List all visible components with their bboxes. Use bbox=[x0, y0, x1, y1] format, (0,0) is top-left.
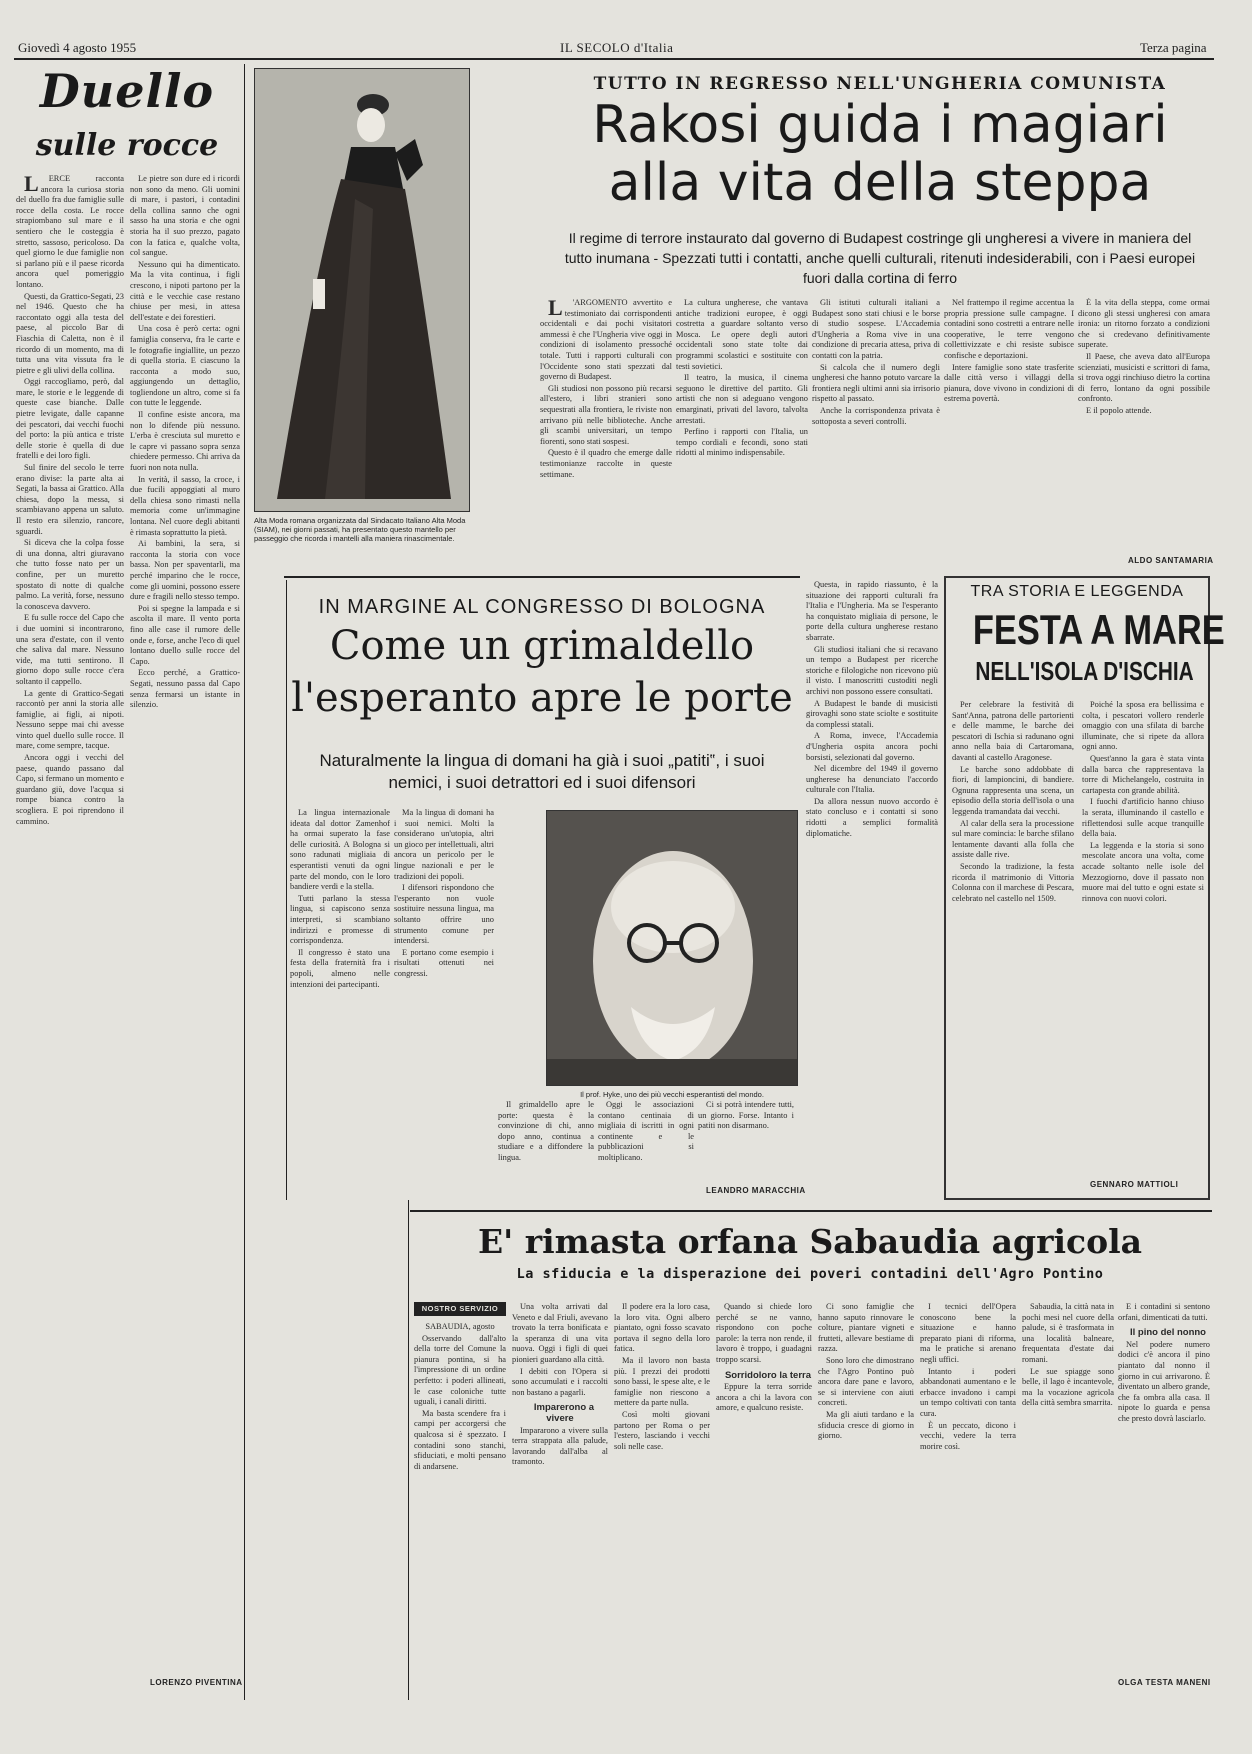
coat-model-illustration bbox=[255, 69, 470, 512]
rakosi-kicker: TUTTO IN REGRESSO NELL'UNGHERIA COMUNISTA bbox=[593, 74, 1167, 94]
service-label: NOSTRO SERVIZIO bbox=[414, 1302, 506, 1316]
festa-column-2: Poiché la sposa era bellissima e colta, i pescatori vollero renderle omaggio con una sfilata di barche illuminate, che si ripete da allora ogni anno. Quest'anno la gara è stata vinta dalla barca che rappresentava la torre di Michelangelo, costruita in cartapesta con grande abilità. I fuochi d'artificio hanno chiuso la serata, illuminando il castello e riflettendosi sulle acque tranquille della baia. La leggenda e la storia si sono mescolate ancora una volta, come accade soltanto nelle isole del Mezzogiorno, dove il passato non muore mai del tutto e ogni estate si rinnova con nuovi colori. bbox=[1082, 700, 1204, 903]
fashion-photo bbox=[254, 68, 470, 512]
sabaudia-deck: La sfiducia e la disperazione dei poveri contadini dell'Agro Pontino bbox=[516, 1266, 1104, 1282]
sabaudia-signature: OLGA TESTA MANENI bbox=[1118, 1678, 1211, 1687]
duello-subtitle: sulle rocce bbox=[35, 128, 219, 163]
esperanto-kicker: IN MARGINE AL CONGRESSO DI BOLOGNA bbox=[318, 596, 766, 618]
rakosi-column-2: La cultura ungherese, che vantava antiche tradizioni europee, è oggi costretta a guardare soltanto verso Mosca. Le opere degli autori occidentali sono state tolte dai programmi scolastici e sostituite con testi sovietici. Il teatro, la musica, il cinema seguono le direttive del partito. Gli artisti che non si adeguano vengono emarginati, privati del lavoro, talvolta arrestati. Perfino i rapporti con l'Italia, un tempo cordiali e fecondi, sono stati ridotti al minimo indispensabile. bbox=[676, 298, 808, 458]
festa-subtitle: NELL'ISOLA D'ISCHIA bbox=[975, 656, 1194, 686]
sabaudia-subhead-1: Imparerono a vivere bbox=[533, 1402, 595, 1424]
column-rule bbox=[286, 580, 287, 1200]
esperanto-column-2: Ma la lingua di domani ha i suoi nemici. Molti la considerano un'utopia, altri un gioco per intellettuali, altri ancora un pericolo per le lingue nazionali e per le tradizioni dei popoli. I difensori rispondono che l'esperanto non vuole sostituire nessuna lingua, ma soltanto offrire uno strumento comune per intendersi. E portano come esempio i risultati ottenuti nei congressi. bbox=[394, 808, 494, 978]
column-rule bbox=[408, 1200, 409, 1700]
sabaudia-subhead-3: Il pino del nonno bbox=[1130, 1327, 1206, 1339]
fashion-caption: Alta Moda romana organizzata dal Sindacato Italiano Alta Moda (SIAM), nei giorni passati, ha presentato questo mantello per passeggio che ricorda i mantelli alla maniera rinascimentale. bbox=[254, 516, 466, 543]
article-rule bbox=[284, 576, 800, 578]
sabaudia-subhead-2: Sorridoloro la terra bbox=[724, 1369, 812, 1381]
header-rule bbox=[14, 58, 1214, 60]
sabaudia-column-4: Quando si chiede loro perché se ne vanno, rispondono con poche parole: la terra non rende, il lavoro è troppo, i guadagni troppo scarsi. Sorridoloro la terra Eppure la terra sorride ancora a chi la lavora con amore, e qualcuno resiste. bbox=[716, 1302, 812, 1413]
sabaudia-column-8: E i contadini si sentono orfani, dimenticati da tutti. Il pino del nonno Nel podere numero dodici c'è ancora il pino piantato dal nonno il giorno in cui arrivarono. È diventato un albero grande, che fa ombra alla casa. Il nipote lo guarda e pensa che presto dovrà lasciarlo. bbox=[1118, 1302, 1210, 1423]
page-label: Terza pagina bbox=[1140, 40, 1207, 55]
sabaudia-column-6: I tecnici dell'Opera conoscono bene la situazione e hanno preparato piani di riforma, ma le pratiche si arenano negli uffici. Intanto i poderi abbandonati aumentano e le erbacce invadono i campi un tempo coltivati con tanta cura. È un peccato, dicono i vecchi, vedere la terra morire così. bbox=[920, 1302, 1016, 1451]
duello-title: Duello bbox=[39, 64, 215, 118]
duello-signature: LORENZO PIVENTINA bbox=[150, 1678, 243, 1687]
esperanto-photo bbox=[546, 810, 798, 1086]
festa-kicker: TRA STORIA E LEGGENDA bbox=[970, 583, 1184, 600]
duello-column-1: L ERCE racconta ancora la curiosa storia del duello fra due famiglie sulle rocce della costa. Le rocce strapiombano sul mare e il sentiero che le costeggia è stretto, sassoso, pericoloso. Da quel giorno le due famiglie non si parlano più e il paese ricorda ancora quel pomeriggio lontano. Questi, da Grattico-Segati, 23 nel 1946. Questo che ha raccontato oggi alla testa del paese, al piccolo Bar di Fiaschia di Caletta, non è il ricordo di un momento, ma di tutta una vita vissuta fra le pietre e gli ulivi della collina. Oggi raccogliamo, però, dal mare, le storie e le leggende di queste case bianche. Dalle pietre levigate, dalle capanne dei pescatori, dai vecchi fuochi del porto: la più antica e triste delle storie è quella di due fratelli e dei loro figli. Sul finire del secolo le terre erano divise: la parte alta ai Segati, la bassa ai Grattico. Alla chiesa, dopo la messa, si scambiavano appena un saluto. Il resto era silenzio, rancore, sguardi. Si diceva che la colpa fosse di una donna, altri giuravano che tutto fosse nato per un confine, per un muretto spostato di notte di qualche palmo. La verità, forse, nessuno la conosceva davvero. E fu sulle rocce del Capo che i due uomini si incontrarono, una sera d'estate, con il vento che saliva dal mare. Nessuno vide, ma tutti sentirono. Il giorno dopo sulle rocce c'era soltanto il cappello. La gente di Grattico-Segati raccontò per anni la storia alle famiglie, ai figli, ai nipoti. Nessuno seppe mai chi avesse vinto quel duello sulle rocce. Il mare, come sempre, tacque. Ancora oggi i vecchi del paese, quando passano dal Capo, si fermano un momento e guardano giù, dove l'acqua si rompe bianca contro la scogliera. E poi riprendono il cammino. bbox=[16, 174, 124, 826]
sabaudia-column-1: SABAUDIA, agosto Osservando dall'alto della torre del Comune la pianura pontina, si ha l'impressione di un ordine perfetto: i poderi allineati, le case coloniche tutte uguali, i canali diritti. Ma basta scendere fra i campi per accorgersi che qualcosa si è spezzato. I contadini sono stanchi, sfiduciati, e molti pensano di andarsene. bbox=[414, 1322, 506, 1471]
rakosi-column-3: Gli istituti culturali italiani a Budapest sono stati chiusi e le borse di studio sospese. L'Accademia d'Ungheria a Roma vive in una condizione di precaria attesa, priva di contatti con la patria. Si calcola che il numero degli ungheresi che hanno potuto varcare la frontiera negli ultimi anni sia irrisorio rispetto al passato. Anche la corrispondenza privata è sottoposta a severi controlli. bbox=[812, 298, 940, 426]
rakosi-column-5: È la vita della steppa, come ormai dicono gli stessi ungheresi con amara ironia: un ritorno forzato a condizioni che si credevano definitivamente superate. Il Paese, che aveva dato all'Europa scienziati, musicisti e scrittori di fama, si trova oggi rinchiuso dietro la cortina di ferro, lontano da ogni possibile confronto. E il popolo attende. bbox=[1078, 298, 1210, 415]
esperanto-signature: LEANDRO MARACCHIA bbox=[706, 1186, 806, 1195]
rakosi-column-4: Nel frattempo il regime accentua la propria pressione sulle campagne. I contadini sono costretti a entrare nelle cooperative, le terre vengono collettivizzate e chi resiste subisce confische e deportazioni. Intere famiglie sono state trasferite dalle città verso i villaggi della pianura, dove vivono in condizioni di estrema povertà. bbox=[944, 298, 1074, 404]
festa-column-1: Per celebrare la festività di Sant'Anna, patrona delle partorienti e delle mamme, le barche dei pescatori di Ischia si radunano ogni anno nella baia di Cartaromana, davanti al castello Aragonese. Le barche sono addobbate di fiori, di lampioncini, di bandiere. Ognuna rappresenta una scena, un episodio della storia dell'isola o una leggenda tramandata dai vecchi. Al calar della sera la processione sul mare comincia: le barche sfilano lentamente davanti alla folla che assiste dalle rive. Secondo la tradizione, la festa ricorda il matrimonio di Vittoria Colonna con il marchese di Pescara, celebrato nel castello nel 1509. bbox=[952, 700, 1074, 903]
sabaudia-column-3: Il podere era la loro casa, la loro vita. Ogni albero piantato, ogni fosso scavato portava il segno della loro fatica. Ma il lavoro non basta più. I prezzi dei prodotti sono bassi, le spese alte, e le famiglie non riescono a mettere da parte nulla. Così molti giovani partono per Roma o per l'estero, lasciando i vecchi soli nelle case. bbox=[614, 1302, 710, 1451]
sabaudia-dateline: SABAUDIA, agosto bbox=[425, 1322, 495, 1331]
esperanto-title-line-2: l'esperanto apre le porte bbox=[291, 675, 793, 721]
sabaudia-column-7: Sabaudia, la città nata in pochi mesi nel cuore della palude, si è trasformata in una località balneare, frequentata d'estate dai romani. Le sue spiagge sono belle, il lago è incantevole, ma la vocazione agricola della città sembra smarrita. bbox=[1022, 1302, 1114, 1408]
rakosi-deck: Il regime di terrore instaurato dal governo di Budapest costringe gli ungheresi a vivere in maniera del tutto inumana - Spezzati tutti i contatti, anche quelli culturali, ritenuti indesiderabili, con i Paesi europei fuori dalla cortina di ferro bbox=[564, 230, 1196, 286]
sabaudia-column-2: Una volta arrivati dal Veneto e dal Friuli, avevano trovato la terra bonificata e la speranza di una vita nuova. Oggi i figli di quei pionieri guardano alla città. I debiti con l'Opera si sono accumulati e i raccolti non bastano a pagarli. Imparerono a vivere Impararono a vivere sulla terra strappata alla palude, lavorando dall'alba al tramonto. bbox=[512, 1302, 608, 1467]
sabaudia-column-5: Ci sono famiglie che hanno saputo rinnovare le colture, piantare vigneti e frutteti, allevare bestiame di razza. Sono loro che dimostrano che l'Agro Pontino può ancora dare pane e lavoro, se si interviene con aiuti concreti. Ma gli aiuti tardano e la sfiducia cresce di giorno in giorno. bbox=[818, 1302, 914, 1441]
rakosi-title-line-2: alla vita della steppa bbox=[608, 153, 1152, 213]
middle-column: Questa, in rapido riassunto, è la situazione dei rapporti culturali fra l'Italia e l'Ungheria. Ma se l'esperanto ha conquistato migliaia di persone, le porte della cultura ungherese restano sbarrate. Gli studiosi italiani che si recavano un tempo a Budapest per ricerche storiche e filologiche non ricevono più il visto. I manoscritti custoditi negli archivi non possono essere consultati. A Budapest le bande di musicisti girovaghi sono state sciolte e sostituite da complessi statali. A Roma, invece, l'Accademia d'Ungheria ospita ancora pochi borsisti, selezionati dal governo. Nel dicembre del 1949 il governo ungherese ha denunciato l'accordo culturale con l'Italia. Da allora nessun nuovo accordo è stato concluso e i contatti si sono ridotti a semplici formalità diplomatiche. bbox=[806, 580, 938, 838]
rakosi-title bbox=[550, 96, 1210, 212]
esperanto-column-3: Il grimaldello apre le porte: questa è la convinzione di chi, anno dopo anno, continua a studiare e a diffondere la lingua. bbox=[498, 1100, 594, 1162]
duello-column-2: Le pietre son dure ed i ricordi non sono da meno. Gli uomini di mare, i pastori, i contadini della collina sanno che ogni sasso ha una storia e che ogni storia ha il suo prezzo, pagato con la fatica e, qualche volta, col sangue. Nessuno qui ha dimenticato. Ma la vita continua, i figli crescono, i nipoti partono per la città e le vecchie case restano chiuse per mesi, in attesa dell'estate e dei forestieri. Una cosa è però certa: ogni famiglia conserva, fra le carte e le fotografie ingiallite, un pezzo di quella storia. E ciascuno la racconta a modo suo, aggiungendo un dettaglio, togliendone un altro, come si fa con tutte le leggende. Il confine esiste ancora, ma non lo difende più nessuno. L'erba è cresciuta sul muretto e le capre vi passano sopra senza chiedere permesso. Chi arriva da fuori non nota nulla. In verità, il sasso, la croce, i due fucili appoggiati al muro della chiesa sono rimasti nella memoria come un'immagine lontana. Nel cuore degli abitanti è rimasta soprattutto la pietà. Ai bambini, la sera, si racconta la storia con voce bassa. Non per spaventarli, ma perché imparino che le rocce, come gli uomini, possono essere dure e fragili nello stesso tempo. Poi si spegne la lampada e si ascolta il mare. Il vento porta fino alle case il rumore delle onde e, forse, anche l'eco di quel lontano duello sulle rocce del Capo. Ecco perché, a Grattico-Segati, nessuno passa dal Capo senza fermarsi un istante in silenzio. bbox=[130, 174, 240, 710]
esperanto-title-line-1: Come un grimaldello bbox=[329, 623, 755, 669]
column-rule bbox=[244, 64, 245, 1700]
old-man-portrait bbox=[547, 811, 798, 1086]
rakosi-column-1: L 'ARGOMENTO avvertito e testimoniato dai corrispondenti occidentali e dai pochi visitatori ammessi è che l'Ungheria vive oggi in condizioni di isolamento pressoché totale. Tutti i rapporti culturali con l'Occidente sono stati spezzati dal governo di Budapest. Gli studiosi non possono più recarsi all'estero, i libri stranieri sono sequestrati alla frontiera, le riviste non arrivano più nelle biblioteche. Anche gli scambi universitari, un tempo fiorenti, sono stati sospesi. Questo è il quadro che emerge dalle testimonianze raccolte in queste settimane. bbox=[540, 298, 672, 479]
esperanto-deck: Naturalmente la lingua di domani ha già i suoi „patiti‟, i suoi nemici, i suoi detrattori ed i suoi difensori bbox=[319, 751, 765, 792]
rakosi-title-line-1: Rakosi guida i magiari bbox=[592, 95, 1168, 155]
esperanto-column-5: Ci si potrà intendere tutti, un giorno. Forse. Intanto i patiti non disarmano. bbox=[698, 1100, 794, 1131]
festa-signature: GENNARO MATTIOLI bbox=[1090, 1180, 1179, 1189]
masthead: IL SECOLO d'Italia bbox=[560, 40, 674, 55]
esperanto-column-1: La lingua internazionale ideata dal dottor Zamenhof ha ormai superato la fase delle curiosità. A Bologna si sono radunati migliaia di esperantisti venuti da ogni parte del mondo, con le loro bandiere verdi e la stella. Tutti parlano la stessa lingua, si capiscono senza interpreti, si scambiano indirizzi e promesse di corrispondenza. Il congresso è stato una festa della fraternità fra i popoli, almeno nelle intenzioni dei partecipanti. bbox=[290, 808, 390, 989]
esperanto-column-4: Oggi le associazioni contano centinaia di migliaia di iscritti in ogni continente e le pubblicazioni si moltiplicano. bbox=[598, 1100, 694, 1162]
esperanto-title bbox=[290, 620, 794, 724]
festa-title: FESTA A MARE bbox=[972, 606, 1225, 653]
article-rule bbox=[410, 1210, 1212, 1212]
page-date: Giovedì 4 agosto 1955 bbox=[18, 40, 137, 55]
duello-lead: ERCE racconta ancora la curiosa storia del duello fra due famiglie sulle rocce della costa. bbox=[16, 174, 124, 215]
esperanto-photo-caption: Il prof. Hyke, uno dei più vecchi esperantisti del mondo. bbox=[580, 1090, 764, 1099]
sabaudia-title: E' rimasta orfana Sabaudia agricola bbox=[477, 1222, 1143, 1261]
rakosi-signature: ALDO SANTAMARIA bbox=[1128, 556, 1214, 565]
